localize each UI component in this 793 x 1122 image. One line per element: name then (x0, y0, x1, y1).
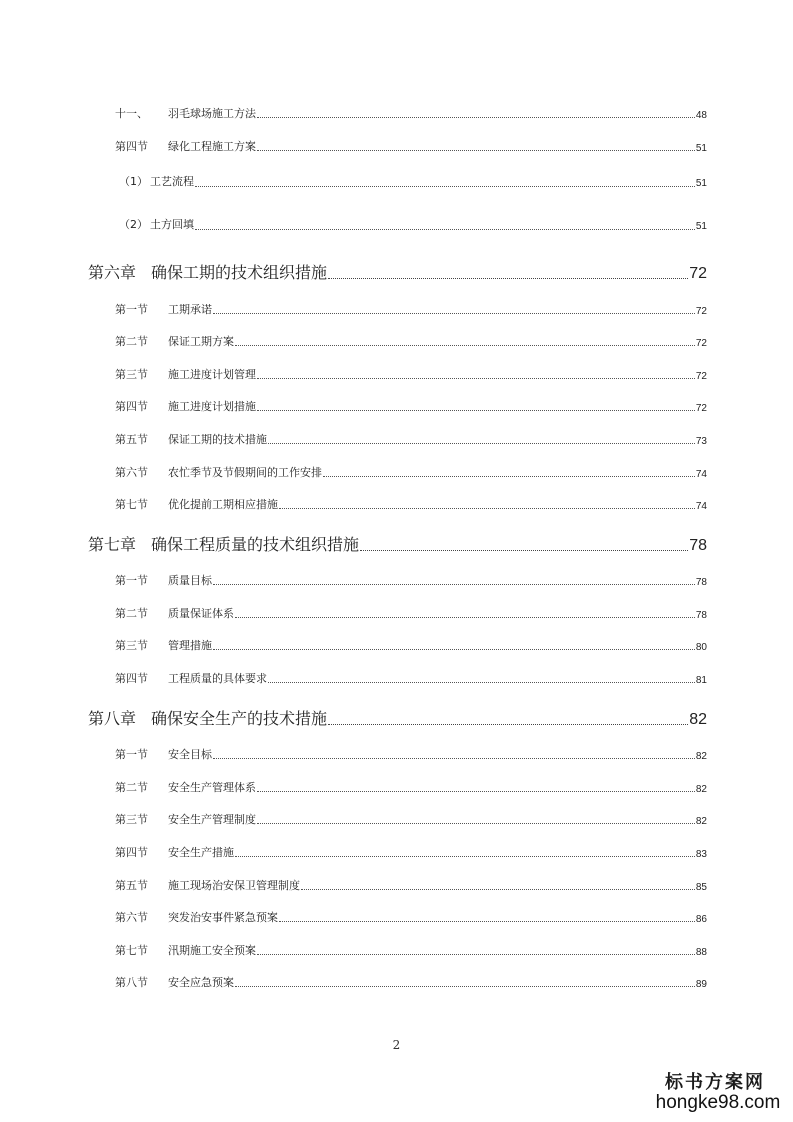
dot-leader (257, 954, 695, 955)
toc-chapter-page: 78 (689, 537, 707, 554)
toc-entry-title: 优化提前工期相应措施 (168, 498, 278, 511)
dot-leader (323, 476, 695, 477)
toc-entry-title: 农忙季节及节假期间的工作安排 (168, 466, 322, 479)
toc-entry-number: 第七节 (115, 498, 148, 511)
toc-entry[interactable] (115, 779, 707, 795)
dot-leader (213, 313, 695, 314)
toc-entry[interactable] (115, 333, 707, 349)
toc-entry-number: 第六节 (115, 911, 148, 924)
toc-entry[interactable] (115, 877, 707, 893)
dot-leader (235, 856, 695, 857)
toc-entry[interactable] (115, 496, 707, 512)
toc-chapter-number: 第七章 (88, 535, 137, 554)
toc-entry-page: 82 (695, 784, 707, 795)
dot-leader (213, 584, 695, 585)
toc-entry[interactable] (119, 173, 707, 189)
toc-entry[interactable] (115, 637, 707, 653)
toc-entry[interactable] (115, 366, 707, 382)
dot-leader (257, 823, 695, 824)
dot-leader (257, 150, 695, 151)
toc-entry-page: 74 (695, 469, 707, 480)
toc-entry-title: 安全应急预案 (168, 976, 234, 989)
dot-leader (279, 508, 695, 509)
toc-entry-title: 质量保证体系 (168, 607, 234, 620)
toc-entry-title: 质量目标 (168, 574, 212, 587)
toc-entry-page: 89 (695, 979, 707, 990)
toc-entry-number: 第四节 (115, 672, 148, 685)
toc-entry-page: 86 (695, 914, 707, 925)
toc-entry[interactable] (115, 138, 707, 154)
toc-entry-page: 82 (695, 816, 707, 827)
toc-entry-number: 十一、 (115, 107, 148, 120)
toc-chapter-page: 82 (689, 711, 707, 728)
toc-entry[interactable] (115, 942, 707, 958)
toc-entry-page: 72 (695, 306, 707, 317)
toc-entry-page: 51 (695, 178, 707, 189)
dot-leader (279, 921, 695, 922)
dot-leader (257, 791, 695, 792)
toc-entry-title: 保证工期的技术措施 (168, 433, 267, 446)
toc-chapter-entry[interactable] (88, 260, 707, 283)
toc-entry[interactable] (115, 909, 707, 925)
dot-leader (257, 378, 695, 379)
page-number: 2 (392, 1038, 401, 1052)
toc-entry-page: 81 (695, 675, 707, 686)
toc-entry-title: 安全目标 (168, 748, 212, 761)
toc-entry-page: 72 (695, 338, 707, 349)
dot-leader (257, 410, 695, 411)
toc-entry[interactable] (115, 746, 707, 762)
watermark-logo-text: 标书方案网 (665, 1072, 765, 1093)
toc-entry[interactable] (115, 572, 707, 588)
toc-chapter-page: 72 (689, 265, 707, 282)
toc-entry-page: 72 (695, 403, 707, 414)
dot-leader (235, 617, 695, 618)
toc-entry-title: 土方回填 (150, 218, 194, 231)
dot-leader (268, 443, 695, 444)
toc-entry-title: 羽毛球场施工方法 (168, 107, 256, 120)
toc-entry-title: 管理措施 (168, 639, 212, 652)
toc-entry-page: 78 (695, 577, 707, 588)
toc-entry-title: 突发治安事件紧急预案 (168, 911, 278, 924)
toc-entry-page: 74 (695, 501, 707, 512)
dot-leader (268, 682, 695, 683)
toc-entry-title: 保证工期方案 (168, 335, 234, 348)
toc-entry-page: 85 (695, 882, 707, 893)
toc-entry-title: 安全生产措施 (168, 846, 234, 859)
dot-leader (195, 186, 695, 187)
toc-chapter-entry[interactable] (88, 532, 707, 555)
toc-chapter-number: 第六章 (88, 263, 137, 282)
toc-entry-number: 第六节 (115, 466, 148, 479)
toc-chapter-title: 确保工期的技术组织措施 (151, 263, 328, 282)
toc-entry-page: 48 (695, 110, 707, 121)
toc-entry-number: 第三节 (115, 813, 148, 826)
toc-entry-title: 工程质量的具体要求 (168, 672, 267, 685)
toc-entry-page: 73 (695, 436, 707, 447)
dot-leader (235, 986, 695, 987)
toc-entry-number: （2） (119, 218, 148, 231)
toc-entry-number: 第一节 (115, 748, 148, 761)
toc-entry-number: （1） (119, 175, 148, 188)
toc-entry-title: 施工进度计划管理 (168, 368, 256, 381)
toc-entry-title: 汛期施工安全预案 (168, 944, 256, 957)
toc-entry[interactable] (115, 670, 707, 686)
toc-entry-title: 绿化工程施工方案 (168, 140, 256, 153)
toc-entry-number: 第一节 (115, 303, 148, 316)
dot-leader (360, 550, 688, 551)
toc-entry[interactable] (119, 216, 707, 232)
dot-leader (257, 117, 695, 118)
toc-entry-page: 72 (695, 371, 707, 382)
toc-entry[interactable] (115, 974, 707, 990)
toc-entry-number: 第四节 (115, 846, 148, 859)
toc-entry-number: 第二节 (115, 781, 148, 794)
toc-entry-page: 82 (695, 751, 707, 762)
toc-entry[interactable] (115, 605, 707, 621)
toc-entry-page: 78 (695, 610, 707, 621)
toc-entry-number: 第七节 (115, 944, 148, 957)
toc-entry[interactable] (115, 464, 707, 480)
toc-entry-page: 83 (695, 849, 707, 860)
toc-entry-number: 第一节 (115, 574, 148, 587)
toc-entry-number: 第三节 (115, 368, 148, 381)
toc-chapter-title: 确保安全生产的技术措施 (151, 709, 328, 728)
toc-entry[interactable] (115, 398, 707, 414)
dot-leader (213, 758, 695, 759)
toc-entry-title: 施工现场治安保卫管理制度 (168, 879, 300, 892)
toc-entry-number: 第五节 (115, 433, 148, 446)
toc-chapter-entry[interactable] (88, 706, 707, 729)
dot-leader (301, 889, 695, 890)
dot-leader (235, 345, 695, 346)
toc-entry-page: 88 (695, 947, 707, 958)
dot-leader (328, 278, 688, 279)
toc-entry-number: 第二节 (115, 335, 148, 348)
toc-chapter-title: 确保工程质量的技术组织措施 (151, 535, 360, 554)
toc-entry-page: 80 (695, 642, 707, 653)
toc-entry-number: 第五节 (115, 879, 148, 892)
toc-entry[interactable] (115, 811, 707, 827)
toc-entry-number: 第四节 (115, 140, 148, 153)
toc-entry-number: 第四节 (115, 400, 148, 413)
toc-entry-number: 第八节 (115, 976, 148, 989)
dot-leader (195, 229, 695, 230)
toc-entry[interactable] (115, 844, 707, 860)
toc-entry[interactable] (115, 431, 707, 447)
dot-leader (328, 724, 688, 725)
toc-entry[interactable] (115, 301, 707, 317)
toc-entry-page: 51 (695, 221, 707, 232)
toc-entry-number: 第三节 (115, 639, 148, 652)
dot-leader (213, 649, 695, 650)
toc-entry-title: 安全生产管理体系 (168, 781, 256, 794)
toc-entry-title: 施工进度计划措施 (168, 400, 256, 413)
toc-entry-title: 安全生产管理制度 (168, 813, 256, 826)
toc-entry-number: 第二节 (115, 607, 148, 620)
toc-entry-title: 工期承诺 (168, 303, 212, 316)
toc-entry-title: 工艺流程 (150, 175, 194, 188)
toc-chapter-number: 第八章 (88, 709, 137, 728)
toc-entry[interactable] (115, 105, 707, 121)
toc-entry-page: 51 (695, 143, 707, 154)
watermark-url: hongke98.com (655, 1092, 781, 1113)
